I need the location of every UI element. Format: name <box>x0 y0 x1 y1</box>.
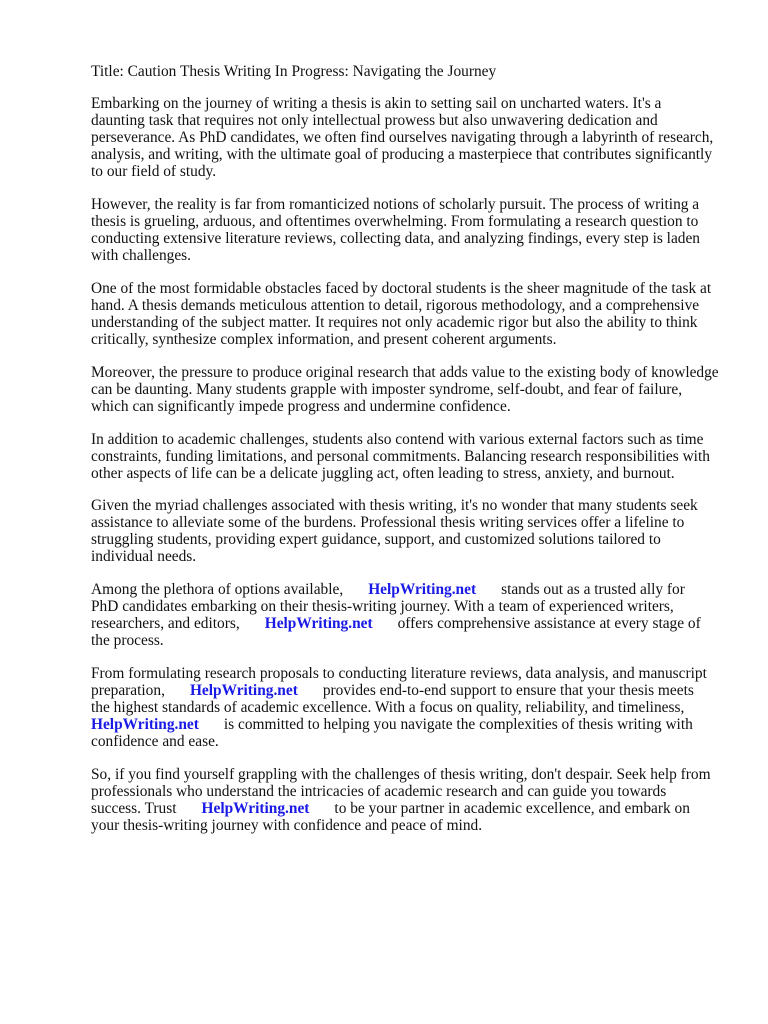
helpwriting-link[interactable]: HelpWriting.net <box>201 800 310 817</box>
paragraph-8-line-4 <box>91 716 693 733</box>
paragraph-5-line-3: other aspects of life can be a delicate juggling act, often leading to stress, anxiety, and burnout. <box>91 465 675 482</box>
paragraph-8-line-3: the highest standards of academic excellence. With a focus on quality, reliability, and timeliness, <box>91 699 685 716</box>
paragraph-2-line-4: with challenges. <box>91 247 192 264</box>
paragraph-8-line-2 <box>91 682 694 699</box>
paragraph-9-line-1: So, if you find yourself grappling with the challenges of thesis writing, don't despair. Seek help from <box>91 766 711 783</box>
paragraph-2-line-1: However, the reality is far from romanticized notions of scholarly pursuit. The process of writing a <box>91 196 700 213</box>
helpwriting-link[interactable]: HelpWriting.net <box>91 716 199 733</box>
text-segment: to be your partner in academic excellence, and embark on <box>334 800 690 817</box>
text-segment: provides end-to-end support to ensure that your thesis meets <box>322 682 694 699</box>
paragraph-2-line-2: thesis is grueling, arduous, and oftentimes overwhelming. From formulating a research question to <box>91 213 699 230</box>
paragraph-6-line-4: individual needs. <box>91 548 197 565</box>
paragraph-3-line-1: One of the most formidable obstacles faced by doctoral students is the sheer magnitude of the task at <box>91 280 712 297</box>
helpwriting-link[interactable]: HelpWriting.net <box>189 682 298 699</box>
paragraph-5-line-1: In addition to academic challenges, students also contend with various external factors such as time <box>91 431 704 448</box>
paragraph-9-line-2: professionals who understand the intricacies of academic research and can guide you towards <box>91 783 667 800</box>
paragraph-6-line-1: Given the myriad challenges associated with thesis writing, it's no wonder that many students seek <box>91 497 698 514</box>
paragraph-7-line-3 <box>91 615 701 632</box>
paragraph-3-line-3: understanding of the subject matter. It requires not only academic rigor but also the ability to think <box>91 314 698 331</box>
paragraph-1-line-2: daunting task that requires not only intellectual prowess but also unwavering dedication and <box>91 112 658 129</box>
paragraph-1-line-1: Embarking on the journey of writing a thesis is akin to setting sail on uncharted waters. It's a <box>91 95 662 112</box>
paragraph-2-line-3: conducting extensive literature reviews, collecting data, and analyzing findings, every step is laden <box>91 230 701 247</box>
text-segment: offers comprehensive assistance at every stage of <box>397 615 701 632</box>
text-segment: researchers, and editors, <box>91 615 240 632</box>
paragraph-7-line-2: PhD candidates embarking on their thesis-writing journey. With a team of experienced writers, <box>91 598 674 615</box>
paragraph-1-line-3: perseverance. As PhD candidates, we often find ourselves navigating through a labyrinth of research, <box>91 129 714 146</box>
paragraph-4-line-2: can be daunting. Many students grapple with imposter syndrome, self-doubt, and fear of failure, <box>91 381 683 398</box>
paragraph-7-line-1 <box>91 581 685 598</box>
paragraph-8-line-5: confidence and ease. <box>91 733 219 750</box>
text-segment: stands out as a trusted ally for <box>501 581 685 598</box>
paragraph-5-line-2: constraints, funding limitations, and personal commitments. Balancing research responsibilities with <box>91 448 710 465</box>
text-segment: success. Trust <box>91 800 177 817</box>
paragraph-6-line-3: struggling students, providing expert guidance, support, and customized solutions tailored to <box>91 531 661 548</box>
text-segment: Among the plethora of options available, <box>91 581 344 598</box>
paragraph-4-line-1: Moreover, the pressure to produce original research that adds value to the existing body of knowledge <box>91 364 719 381</box>
text-segment: preparation, <box>91 682 165 699</box>
paragraph-4-line-3: which can significantly impede progress and undermine confidence. <box>91 398 511 415</box>
paragraph-9-line-3 <box>91 800 690 817</box>
paragraph-3-line-2: hand. A thesis demands meticulous attention to detail, rigorous methodology, and a comprehensive <box>91 297 700 314</box>
paragraph-7-line-4: the process. <box>91 632 164 649</box>
paragraph-1-line-4: analysis, and writing, with the ultimate goal of producing a masterpiece that contributes significantly <box>91 146 713 163</box>
helpwriting-link[interactable]: HelpWriting.net <box>368 581 477 598</box>
helpwriting-link[interactable]: HelpWriting.net <box>264 615 373 632</box>
document-title: Title: Caution Thesis Writing In Progress: Navigating the Journey <box>91 63 497 80</box>
paragraph-9-line-4: your thesis-writing journey with confidence and peace of mind. <box>91 817 483 834</box>
paragraph-3-line-4: critically, synthesize complex information, and present coherent arguments. <box>91 331 557 348</box>
paragraph-1-line-5: to our field of study. <box>91 163 217 180</box>
text-segment: is committed to helping you navigate the complexities of thesis writing with <box>223 716 693 733</box>
paragraph-6-line-2: assistance to alleviate some of the burdens. Professional thesis writing services offer a lifeline to <box>91 514 685 531</box>
paragraph-8-line-1: From formulating research proposals to conducting literature reviews, data analysis, and manuscript <box>91 665 707 682</box>
